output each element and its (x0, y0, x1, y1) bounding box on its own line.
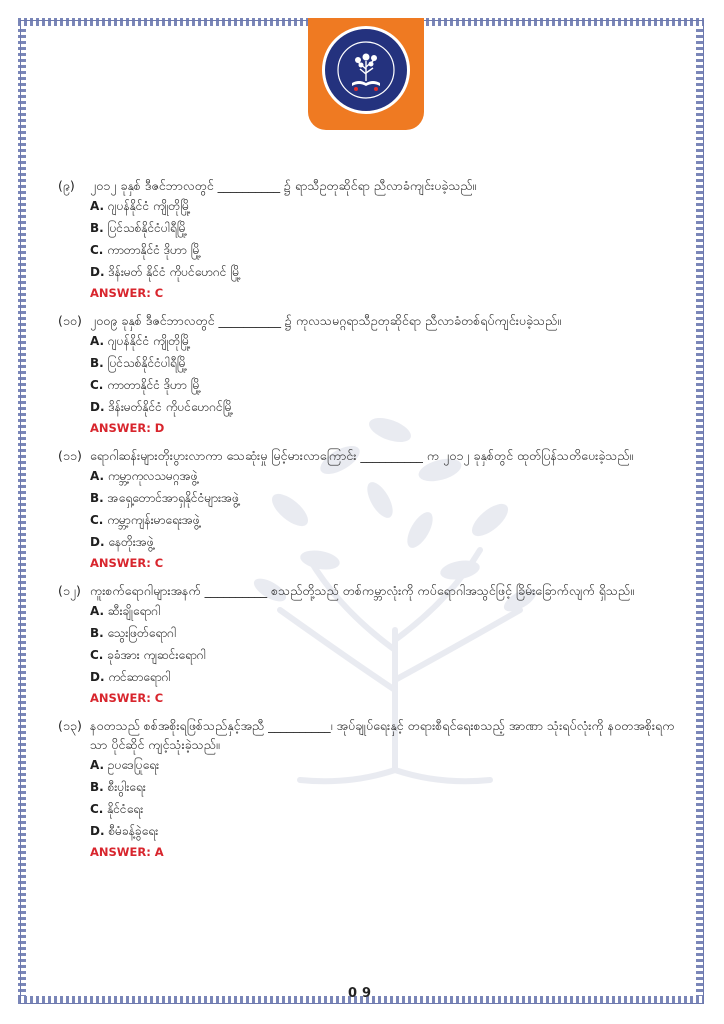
option-d (90, 261, 678, 283)
option-text: ကင်ဆာရောဂါ (108, 670, 171, 684)
question-number: (၉) (58, 178, 75, 193)
option-d (90, 820, 678, 842)
option-label: A. (90, 199, 105, 213)
option-text: ကာတာနိုင်ငံ ဒိုဟာ မြို့ (107, 378, 202, 392)
option-label: C. (90, 378, 104, 392)
option-text: ကမ္ဘာ့ကျန်းမာရေးအဖွဲ့ (107, 513, 200, 527)
option-b (90, 487, 678, 509)
option-text: ကမ္ဘာ့ကုလသမဂ္ဂအဖွဲ့ (107, 469, 198, 483)
option-a (90, 600, 678, 622)
question-text: နဝတသည် စစ်အစိုးရဖြစ်သည်နှင့်အညီ __________၊ အုပ်ချုပ်ရေးနှင့် တရားစီရင်ရေးစသည့် အာဏာ သုံးရပ်လုံးကို နဝတအစိုးရကသာ ပိုင်ဆိုင် ကျင့်သုံးခဲ့သည်။ (90, 718, 675, 752)
answer-label: ANSWER: C (90, 556, 164, 570)
option-c (90, 644, 678, 666)
question-number: (၁၃) (58, 718, 82, 733)
school-logo (322, 26, 410, 114)
option-label: A. (90, 334, 105, 348)
option-a (90, 195, 678, 217)
option-label: A. (90, 604, 105, 618)
option-text: ဥပဒေပြုရေး (107, 758, 160, 772)
option-label: A. (90, 469, 105, 483)
question-number: (၁၁) (58, 448, 82, 463)
option-b (90, 776, 678, 798)
option-b (90, 217, 678, 239)
question-item (58, 581, 678, 708)
option-c (90, 374, 678, 396)
question-text: ရောဂါဆန်းများတိုးပွားလာကာ သေဆုံးမှု မြင့်မားလာကြောင်း __________ က ၂၀၁၂ ခုနှစ်တွင် ထုတ်ပြန်သတိပေးခဲ့သည်။ (90, 448, 634, 463)
option-text: သွေးဖြတ်ရောဂါ (107, 626, 177, 640)
option-text: ဒိန်းမတ်နိုင်ငံ ကိုပင်ဟေဂင်မြို့ (108, 400, 234, 414)
page-number: 09 (347, 986, 377, 1001)
question-list (58, 176, 678, 870)
option-c (90, 239, 678, 261)
option-text: ဆီးချိုရောဂါ (107, 604, 161, 618)
option-label: B. (90, 780, 104, 794)
option-text: စီမံခန့်ခွဲရေး (108, 824, 159, 838)
option-a (90, 330, 678, 352)
option-label: D. (90, 670, 105, 684)
option-label: C. (90, 243, 104, 257)
question-number: (၁၀) (58, 313, 82, 328)
option-text: အရှေ့တောင်အာရှနိုင်ငံများအဖွဲ့ (107, 491, 239, 505)
option-text: နိုင်ငံရေး (107, 802, 144, 816)
option-d (90, 666, 678, 688)
option-label: C. (90, 513, 104, 527)
option-text: ပြင်သစ်နိုင်ငံပါရီမြို့ (107, 221, 188, 235)
option-label: B. (90, 626, 104, 640)
option-d (90, 531, 678, 553)
option-a (90, 465, 678, 487)
option-b (90, 352, 678, 374)
option-d (90, 396, 678, 418)
option-label: D. (90, 400, 105, 414)
option-label: B. (90, 356, 104, 370)
option-text: ကာတာနိုင်ငံ ဒိုဟာ မြို့ (107, 243, 202, 257)
question-number: (၁၂) (58, 583, 81, 598)
option-label: D. (90, 265, 105, 279)
option-label: C. (90, 648, 104, 662)
option-text: ဒိန်းမတ် နိုင်ငံ ကိုပင်ဟေဂင် မြို့ (108, 265, 242, 279)
option-text: ဂျပန်နိုင်ငံ ကျိုတိုမြို့ (107, 199, 191, 213)
option-c (90, 798, 678, 820)
option-text: ခုခံအား ကျဆင်းရောဂါ (107, 648, 206, 662)
option-label: B. (90, 491, 104, 505)
option-label: B. (90, 221, 104, 235)
option-label: D. (90, 535, 105, 549)
option-label: D. (90, 824, 105, 838)
question-text: ၂၀၁၂ ခုနှစ် ဒီဇင်ဘာလတွင် __________ ၌ ရာသီဥတုဆိုင်ရာ ညီလာခံကျင်းပခဲ့သည်။ (90, 178, 477, 193)
header-logo-tab (308, 18, 424, 130)
option-text: နေတိုးအဖွဲ့ (108, 535, 154, 549)
option-c (90, 509, 678, 531)
tree-book-icon (325, 29, 407, 111)
answer-label: ANSWER: C (90, 691, 164, 705)
option-b (90, 622, 678, 644)
option-text: ပြင်သစ်နိုင်ငံပါရီမြို့ (107, 356, 188, 370)
option-label: A. (90, 758, 105, 772)
question-item (58, 716, 678, 862)
option-text: စီးပွါးရေး (107, 780, 146, 794)
question-item (58, 176, 678, 303)
question-text: ၂၀၀၉ ခုနှစ် ဒီဇင်ဘာလတွင် __________ ၌ ကုလသမဂ္ဂရာသီဥတုဆိုင်ရာ ညီလာခံတစ်ရပ်ကျင်းပခဲ့သည်။ (90, 313, 561, 328)
question-item (58, 446, 678, 573)
question-text: ကူးစက်ရောဂါများအနက် __________ စသည်တို့သည် တစ်ကမ္ဘာလုံးကို ကပ်ရောဂါအသွင်ဖြင့် ခြိမ်းခြောက်လျက် ရှိသည်။ (90, 583, 634, 598)
option-label: C. (90, 802, 104, 816)
option-text: ဂျပန်နိုင်ငံ ကျိုတိုမြို့ (107, 334, 191, 348)
answer-label: ANSWER: D (90, 421, 165, 435)
question-item (58, 311, 678, 438)
answer-label: ANSWER: A (90, 845, 164, 859)
option-a (90, 754, 678, 776)
answer-label: ANSWER: C (90, 286, 164, 300)
